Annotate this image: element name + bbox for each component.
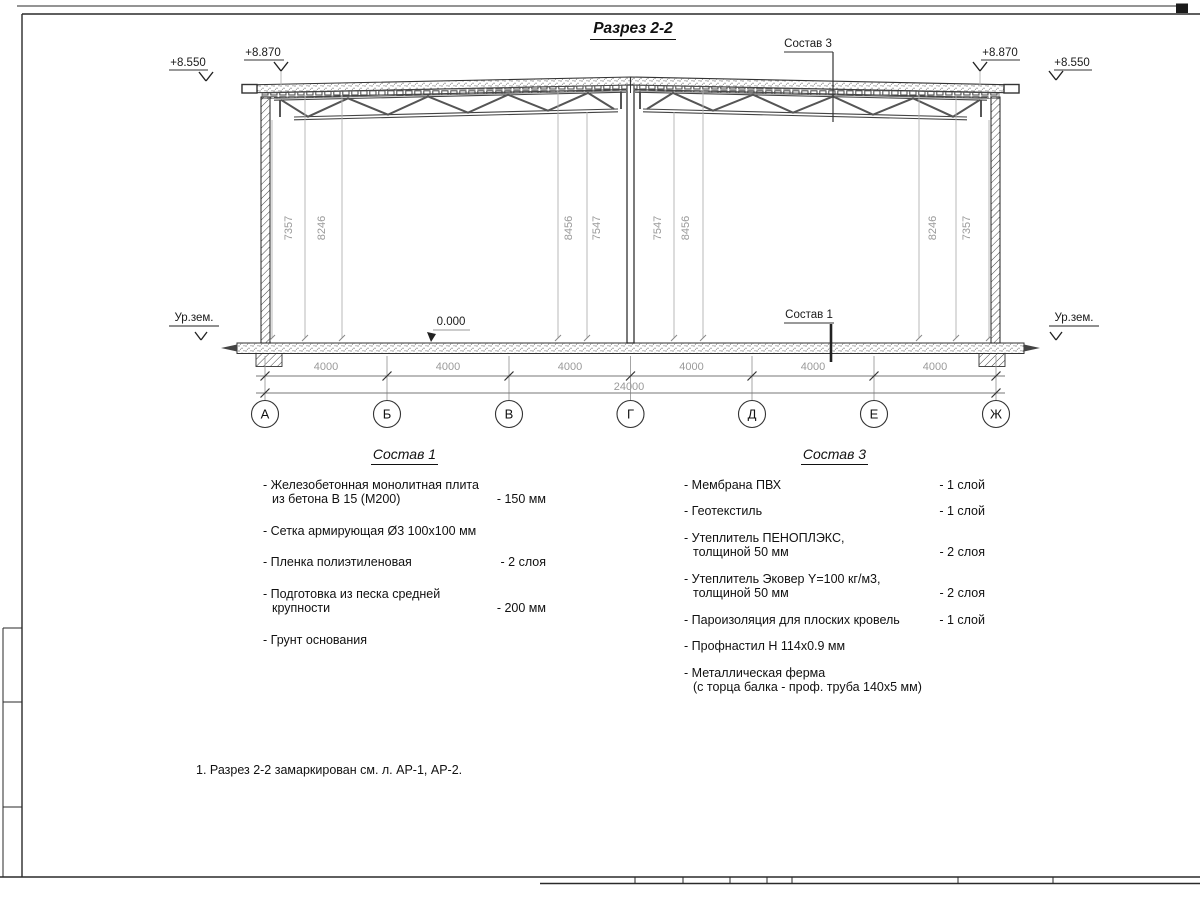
item-text: - Геотекстиль xyxy=(684,504,763,518)
item-text: толщиной 50 мм xyxy=(693,545,789,559)
sheet-note: 1. Разрез 2-2 замаркирован см. л. АР-1, АР-2. xyxy=(196,763,463,777)
axis-bubbles xyxy=(252,401,1010,428)
dim-8246-right: 8246 xyxy=(927,215,939,241)
sostav1-callout xyxy=(784,309,834,362)
ground-arrow-icon xyxy=(195,332,207,340)
item-value: - 2 слоя xyxy=(939,545,985,559)
composition-1-heading-text: Состав 1 xyxy=(371,446,438,465)
list-item xyxy=(684,572,985,601)
list-item xyxy=(263,478,546,507)
roof-slab xyxy=(242,77,1019,93)
composition-1-list xyxy=(263,447,546,664)
dim-4000-1: 4000 xyxy=(313,361,339,373)
item-text: - Железобетонная монолитная плита xyxy=(263,477,479,492)
wall-right xyxy=(991,97,1000,343)
ground-arrow-icon xyxy=(1050,332,1062,340)
list-item xyxy=(684,666,985,695)
item-text: - Металлическая ферма xyxy=(684,665,826,680)
dim-24000: 24000 xyxy=(613,381,645,393)
zero-level-mark xyxy=(427,316,470,342)
item-text: крупности xyxy=(272,601,331,615)
item-text: (с торца балка - проф. труба 140х5 мм) xyxy=(693,680,922,694)
axis-label-g: Г xyxy=(626,406,635,422)
sostav1-callout-label: Состав 1 xyxy=(785,309,833,321)
corner-mark xyxy=(1176,4,1188,14)
item-value: - 1 слой xyxy=(939,612,985,627)
sheet-frame xyxy=(0,4,1200,884)
list-item xyxy=(684,504,985,519)
item-value: - 2 слоя xyxy=(939,586,985,600)
composition-3-list xyxy=(684,447,985,707)
dim-7547-centerright: 7547 xyxy=(652,215,664,241)
list-item xyxy=(684,639,985,654)
list-item xyxy=(684,613,985,628)
list-item xyxy=(684,531,985,560)
item-value: - 150 мм xyxy=(496,492,546,506)
dim-4000-3: 4000 xyxy=(557,361,583,373)
item-text: из бетона В 15 (М200) xyxy=(272,492,401,506)
item-text: - Грунт основания xyxy=(263,632,368,647)
composition-3-heading xyxy=(684,447,985,462)
axis-label-b: Б xyxy=(382,406,392,422)
item-value: - 1 слой xyxy=(939,477,985,492)
elev-arrow-icon xyxy=(1049,71,1063,80)
footing-right xyxy=(979,354,1005,367)
dim-4000-4: 4000 xyxy=(679,361,704,373)
elev-8870-right: +8.870 xyxy=(982,47,1018,59)
left-margin-boxes xyxy=(3,628,22,877)
item-text: - Подготовка из песка средней xyxy=(263,586,441,601)
roof-end-plate-right xyxy=(1004,85,1019,94)
elev-8550-right: +8.550 xyxy=(1054,57,1090,69)
dim-7357-right: 7357 xyxy=(961,215,973,241)
axis-label-zh: Ж xyxy=(989,406,1003,422)
footing-left xyxy=(256,354,282,367)
elev-arrow-icon xyxy=(973,62,987,71)
item-text: - Пленка полиэтиленовая xyxy=(263,555,412,569)
zero-level-label: 0.000 xyxy=(436,316,466,328)
composition-3-heading-text: Состав 3 xyxy=(801,446,868,465)
page-title xyxy=(553,20,713,38)
item-text: - Сетка армирующая Ø3 100х100 мм xyxy=(263,523,477,538)
floor-edge-left xyxy=(221,345,237,352)
dim-8246-left: 8246 xyxy=(316,215,328,241)
dim-4000-6: 4000 xyxy=(922,361,948,373)
item-value: - 200 мм xyxy=(496,601,546,615)
column-center xyxy=(627,85,634,343)
dim-7357-left: 7357 xyxy=(283,215,295,241)
item-value: - 1 слой xyxy=(939,504,985,518)
list-item xyxy=(263,633,546,648)
ground-label-right: Ур.зем. xyxy=(1054,312,1094,324)
dim-8456-centerright: 8456 xyxy=(680,215,692,241)
elev-8550-left: +8.550 xyxy=(170,57,206,69)
item-text: - Профнастил Н 114х0.9 мм xyxy=(684,639,846,653)
zero-level-arrow-icon xyxy=(427,332,436,342)
composition-1-heading xyxy=(263,447,546,462)
ground-level-left xyxy=(169,312,219,340)
elevation-marks xyxy=(169,47,1092,81)
axis-label-d: Д xyxy=(747,406,757,422)
axis-label-a: А xyxy=(260,406,270,422)
list-item xyxy=(684,478,985,493)
roof-end-plate-left xyxy=(242,85,257,94)
elev-arrow-icon xyxy=(274,62,288,71)
title-block-ticks xyxy=(635,877,1053,884)
dim-7547-centerleft: 7547 xyxy=(591,215,603,241)
item-value: - 2 слоя xyxy=(500,555,546,569)
item-text: - Утеплитель Эковер Y=100 кг/м3, xyxy=(684,571,881,586)
item-text: - Мембрана ПВХ xyxy=(684,477,782,492)
dim-8456-centerleft: 8456 xyxy=(563,215,575,241)
sostav3-callout-label: Состав 3 xyxy=(784,38,832,50)
axis-label-e: Е xyxy=(869,406,879,422)
wall-left xyxy=(261,97,270,343)
item-text: - Пароизоляция для плоских кровель xyxy=(684,612,900,627)
list-item xyxy=(263,555,546,570)
dim-4000-2: 4000 xyxy=(435,361,461,373)
ground-level-right xyxy=(1049,312,1099,340)
elev-8870-left: +8.870 xyxy=(245,47,281,59)
elev-arrow-icon xyxy=(199,72,213,81)
ground-label-left: Ур.зем. xyxy=(174,312,214,324)
item-text: толщиной 50 мм xyxy=(693,586,789,600)
list-item xyxy=(263,524,546,539)
floor-edge-right xyxy=(1024,345,1040,352)
list-item xyxy=(263,587,546,616)
item-text: - Утеплитель ПЕНОПЛЭКС, xyxy=(684,530,845,545)
axis-label-v: В xyxy=(504,406,514,422)
dim-4000-5: 4000 xyxy=(800,361,826,373)
page-title-text: Разрез 2-2 xyxy=(590,20,676,40)
